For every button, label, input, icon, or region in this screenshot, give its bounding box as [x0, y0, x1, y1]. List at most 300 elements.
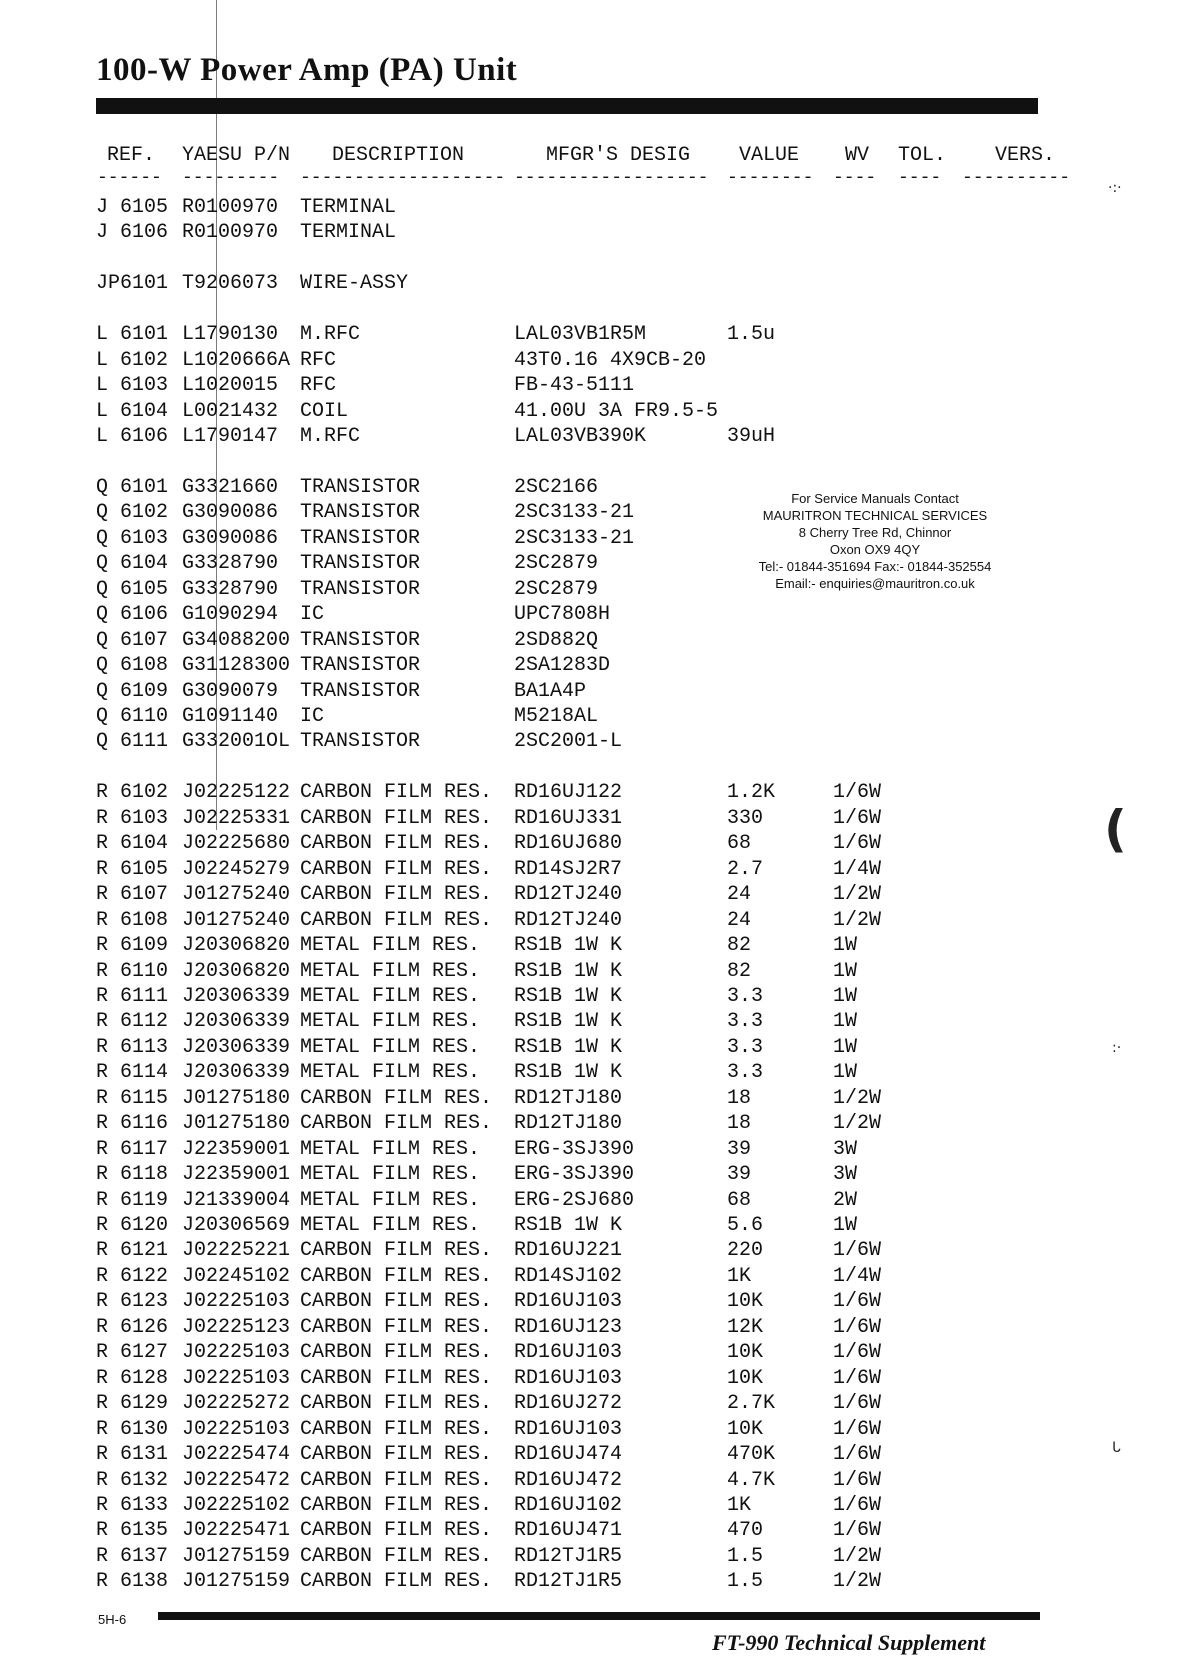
footer-title: FT-990 Technical Supplement	[712, 1630, 986, 1655]
cell-value: 39uH	[727, 425, 776, 449]
cell-wv: 1W	[833, 1035, 858, 1059]
cell-value: 24	[727, 883, 752, 907]
cell-pn: J02225331	[182, 806, 291, 830]
table-row	[0, 1570, 1190, 1596]
dash-tol: ----	[898, 168, 942, 188]
cell-pn: L1790147	[182, 425, 279, 449]
cell-ref: R 6128	[96, 1366, 169, 1390]
table-row	[0, 1163, 1190, 1189]
cell-desc: CARBON FILM RES.	[300, 1366, 493, 1390]
cell-desc: METAL FILM RES.	[300, 1214, 481, 1237]
cell-value: 1.5	[727, 1570, 764, 1594]
table-row	[0, 323, 1190, 349]
cell-pn: J02245102	[182, 1264, 291, 1288]
table-row	[0, 221, 1190, 247]
cell-value: 5.6	[727, 1214, 764, 1237]
cell-pn: J02225474	[182, 1443, 291, 1467]
table-row	[0, 272, 1190, 298]
cell-pn: L1790130	[182, 323, 279, 347]
cell-mfgr: RD16UJ103	[514, 1366, 623, 1390]
cell-ref: R 6102	[96, 781, 169, 805]
cell-value: 2.7	[727, 857, 764, 881]
cell-desc: METAL FILM RES.	[300, 1163, 481, 1187]
cell-desc: CARBON FILM RES.	[300, 1086, 493, 1110]
table-row	[0, 858, 1190, 884]
dash-vers: ----------	[962, 168, 1071, 188]
dash-value: --------	[727, 168, 814, 188]
cell-desc: TRANSISTOR	[300, 628, 421, 652]
cell-mfgr: 41.00U 3A FR9.5-5	[514, 399, 719, 423]
cell-mfgr: UPC7808H	[514, 603, 611, 627]
table-row	[0, 552, 1190, 578]
dash-mfgr: ------------------	[514, 168, 709, 188]
cell-value: 1K	[727, 1493, 752, 1517]
cell-desc: METAL FILM RES.	[300, 934, 481, 958]
cell-value: 82	[727, 959, 752, 983]
cell-pn: J02225221	[182, 1239, 291, 1263]
punch-hole-mark: (	[1104, 800, 1127, 858]
table-row	[0, 1138, 1190, 1164]
cell-pn: J20306339	[182, 1035, 291, 1059]
punch-hole-mark: ·:·	[1108, 180, 1122, 196]
cell-ref: L 6106	[96, 425, 169, 449]
cell-ref: R 6114	[96, 1061, 169, 1085]
cell-ref: R 6113	[96, 1035, 169, 1059]
cell-value: 10K	[727, 1341, 764, 1365]
cell-pn: G34088200	[182, 628, 291, 652]
cell-mfgr: RD16UJ331	[514, 806, 623, 830]
cell-mfgr: RS1B 1W K	[514, 934, 623, 958]
cell-ref: R 6130	[96, 1417, 169, 1441]
cell-mfgr: 2SC2001-L	[514, 730, 623, 754]
table-row	[0, 909, 1190, 935]
cell-pn: J20306820	[182, 959, 291, 983]
cell-desc: WIRE-ASSY	[300, 272, 409, 296]
cell-pn: J02225102	[182, 1493, 291, 1517]
cell-ref: R 6119	[96, 1188, 169, 1212]
cell-desc: METAL FILM RES.	[300, 984, 481, 1008]
cell-mfgr: RD16UJ680	[514, 832, 623, 856]
dash-pn: ---------	[182, 168, 280, 188]
table-row	[0, 1239, 1190, 1265]
table-row	[0, 374, 1190, 400]
cell-desc: TRANSISTOR	[300, 577, 421, 601]
cell-desc: CARBON FILM RES.	[300, 883, 493, 907]
cell-pn: J22359001	[182, 1137, 291, 1161]
table-row	[0, 1443, 1190, 1469]
cell-ref: J 6105	[96, 196, 169, 219]
table-row	[0, 1519, 1190, 1545]
cell-desc: CARBON FILM RES.	[300, 1264, 493, 1288]
cell-pn: J22359001	[182, 1163, 291, 1187]
cell-desc: METAL FILM RES.	[300, 959, 481, 983]
cell-pn: J20306569	[182, 1214, 291, 1237]
table-row	[0, 883, 1190, 909]
cell-pn: J02225103	[182, 1366, 291, 1390]
cell-desc: CARBON FILM RES.	[300, 1417, 493, 1441]
table-row	[0, 1290, 1190, 1316]
table-row	[0, 1087, 1190, 1113]
cell-ref: R 6110	[96, 959, 169, 983]
table-row	[0, 730, 1190, 756]
cell-desc: CARBON FILM RES.	[300, 1239, 493, 1263]
cell-mfgr: RD12TJ1R5	[514, 1544, 623, 1568]
cell-mfgr: RD12TJ1R5	[514, 1570, 623, 1594]
cell-value: 220	[727, 1239, 764, 1263]
cell-value: 18	[727, 1086, 752, 1110]
cell-wv: 1/2W	[833, 1544, 882, 1568]
table-row	[0, 705, 1190, 731]
cell-value: 10K	[727, 1290, 764, 1314]
cell-desc: METAL FILM RES.	[300, 1188, 481, 1212]
table-row	[0, 807, 1190, 833]
cell-ref: Q 6109	[96, 679, 169, 703]
cell-wv: 1/6W	[833, 1341, 882, 1365]
contact-line: 8 Cherry Tree Rd, Chinnor	[798, 525, 952, 540]
header-ref: REF.	[107, 144, 156, 167]
table-row	[0, 1265, 1190, 1291]
cell-mfgr: RD12TJ240	[514, 883, 623, 907]
cell-mfgr: RD16UJ102	[514, 1493, 623, 1517]
table-row	[0, 400, 1190, 426]
cell-ref: R 6108	[96, 908, 169, 932]
cell-pn: G3328790	[182, 577, 279, 601]
cell-wv: 1/4W	[833, 1264, 882, 1288]
cell-pn: J02225103	[182, 1341, 291, 1365]
cell-ref: R 6129	[96, 1392, 169, 1416]
contact-line: MAURITRON TECHNICAL SERVICES	[762, 508, 988, 523]
cell-desc: M.RFC	[300, 425, 361, 449]
cell-mfgr: RS1B 1W K	[514, 1214, 623, 1237]
cell-mfgr: RS1B 1W K	[514, 1061, 623, 1085]
table-row	[0, 654, 1190, 680]
cell-desc: CARBON FILM RES.	[300, 1493, 493, 1517]
cell-mfgr: LAL03VB390K	[514, 425, 647, 449]
cell-ref: R 6105	[96, 857, 169, 881]
cell-wv: 1W	[833, 1214, 858, 1237]
cell-ref: R 6103	[96, 806, 169, 830]
cell-pn: J02245279	[182, 857, 291, 881]
cell-mfgr: 2SC2879	[514, 577, 599, 601]
cell-pn: J20306339	[182, 1061, 291, 1085]
cell-pn: G3090086	[182, 526, 279, 550]
cell-mfgr: 2SC2166	[514, 475, 599, 499]
table-row	[0, 960, 1190, 986]
header-value: VALUE	[739, 144, 800, 167]
cell-mfgr: ERG-3SJ390	[514, 1163, 635, 1187]
punch-hole-mark: :·	[1112, 1040, 1122, 1056]
cell-desc: CARBON FILM RES.	[300, 1290, 493, 1314]
cell-desc: M.RFC	[300, 323, 361, 347]
cell-ref: L 6102	[96, 348, 169, 372]
cell-desc: CARBON FILM RES.	[300, 857, 493, 881]
cell-desc: CARBON FILM RES.	[300, 1443, 493, 1467]
cell-pn: J20306339	[182, 984, 291, 1008]
cell-desc: RFC	[300, 348, 337, 372]
header-pn: YAESU P/N	[182, 144, 291, 167]
cell-mfgr: RD16UJ123	[514, 1315, 623, 1339]
cell-wv: 1W	[833, 984, 858, 1008]
table-row	[0, 1189, 1190, 1215]
cell-pn: R0100970	[182, 221, 279, 245]
cell-desc: CARBON FILM RES.	[300, 832, 493, 856]
cell-desc: CARBON FILM RES.	[300, 1468, 493, 1492]
cell-pn: G1091140	[182, 705, 279, 728]
cell-ref: R 6107	[96, 883, 169, 907]
cell-value: 12K	[727, 1315, 764, 1339]
table-row	[0, 603, 1190, 629]
cell-ref: R 6122	[96, 1264, 169, 1288]
cell-mfgr: RS1B 1W K	[514, 959, 623, 983]
cell-value: 1.5u	[727, 323, 776, 347]
cell-pn: J02225471	[182, 1519, 291, 1543]
cell-wv: 1/6W	[833, 832, 882, 856]
cell-mfgr: 2SC3133-21	[514, 526, 635, 550]
cell-ref: R 6137	[96, 1544, 169, 1568]
cell-mfgr: ERG-3SJ390	[514, 1137, 635, 1161]
cell-ref: Q 6102	[96, 501, 169, 525]
cell-wv: 1/6W	[833, 1239, 882, 1263]
cell-wv: 1/4W	[833, 857, 882, 881]
contact-line: Oxon OX9 4QY	[829, 542, 921, 557]
cell-pn: J02225122	[182, 781, 291, 805]
cell-desc: CARBON FILM RES.	[300, 1112, 493, 1136]
cell-desc: TRANSISTOR	[300, 526, 421, 550]
cell-ref: R 6123	[96, 1290, 169, 1314]
cell-pn: R0100970	[182, 196, 279, 219]
cell-ref: Q 6110	[96, 705, 169, 728]
table-row	[0, 1545, 1190, 1571]
cell-mfgr: RD14SJ2R7	[514, 857, 623, 881]
cell-value: 68	[727, 832, 752, 856]
table-row	[0, 1494, 1190, 1520]
cell-value: 1.5	[727, 1544, 764, 1568]
cell-mfgr: BA1A4P	[514, 679, 587, 703]
cell-wv: 2W	[833, 1188, 858, 1212]
cell-desc: METAL FILM RES.	[300, 1061, 481, 1085]
cell-value: 2.7K	[727, 1392, 776, 1416]
cell-ref: R 6138	[96, 1570, 169, 1594]
cell-mfgr: ERG-2SJ680	[514, 1188, 635, 1212]
cell-mfgr: LAL03VB1R5M	[514, 323, 647, 347]
header-desc: DESCRIPTION	[332, 144, 465, 167]
cell-ref: R 6127	[96, 1341, 169, 1365]
cell-pn: J01275159	[182, 1544, 291, 1568]
cell-ref: R 6112	[96, 1010, 169, 1034]
dash-wv: ----	[833, 168, 877, 188]
cell-value: 82	[727, 934, 752, 958]
table-row	[0, 1214, 1190, 1240]
cell-mfgr: 2SD882Q	[514, 628, 599, 652]
cell-desc: TRANSISTOR	[300, 654, 421, 678]
cell-mfgr: RD12TJ240	[514, 908, 623, 932]
cell-ref: Q 6106	[96, 603, 169, 627]
contact-line: Email:- enquiries@mauritron.co.uk	[775, 576, 975, 591]
cell-ref: R 6133	[96, 1493, 169, 1517]
cell-pn: J02225680	[182, 832, 291, 856]
table-row	[0, 1112, 1190, 1138]
cell-mfgr: RD16UJ474	[514, 1443, 623, 1467]
cell-wv: 1/2W	[833, 1112, 882, 1136]
cell-wv: 1/6W	[833, 1493, 882, 1517]
table-row	[0, 578, 1190, 604]
table-row	[0, 985, 1190, 1011]
contact-line: For Service Manuals Contact	[791, 491, 959, 506]
cell-pn: J02225272	[182, 1392, 291, 1416]
cell-mfgr: RD12TJ180	[514, 1112, 623, 1136]
cell-ref: L 6103	[96, 374, 169, 398]
cell-wv: 1/6W	[833, 806, 882, 830]
contact-line: Tel:- 01844-351694 Fax:- 01844-352554	[758, 559, 992, 574]
table-row	[0, 680, 1190, 706]
cell-ref: R 6117	[96, 1137, 169, 1161]
cell-ref: R 6104	[96, 832, 169, 856]
table-row	[0, 934, 1190, 960]
cell-desc: CARBON FILM RES.	[300, 1544, 493, 1568]
cell-wv: 1/2W	[833, 1086, 882, 1110]
cell-desc: CARBON FILM RES.	[300, 1570, 493, 1594]
table-row	[0, 1061, 1190, 1087]
dash-ref: ------	[97, 168, 162, 188]
table-row	[0, 476, 1190, 502]
cell-wv: 1/2W	[833, 1570, 882, 1594]
cell-ref: R 6120	[96, 1214, 169, 1237]
cell-pn: J01275180	[182, 1086, 291, 1110]
cell-value: 3.3	[727, 1061, 764, 1085]
cell-pn: J02225103	[182, 1417, 291, 1441]
cell-pn: J02225123	[182, 1315, 291, 1339]
table-row	[0, 196, 1190, 222]
table-row	[0, 781, 1190, 807]
cell-desc: IC	[300, 705, 325, 728]
cell-value: 3.3	[727, 1035, 764, 1059]
cell-pn: G3090079	[182, 679, 279, 703]
cell-value: 330	[727, 806, 764, 830]
cell-ref: Q 6107	[96, 628, 169, 652]
cell-mfgr: 2SA1283D	[514, 654, 611, 678]
table-row	[0, 349, 1190, 375]
cell-ref: R 6126	[96, 1315, 169, 1339]
cell-desc: METAL FILM RES.	[300, 1137, 481, 1161]
cell-ref: Q 6105	[96, 577, 169, 601]
cell-pn: J01275180	[182, 1112, 291, 1136]
cell-desc: TRANSISTOR	[300, 730, 421, 754]
table-row	[0, 1341, 1190, 1367]
cell-mfgr: RD16UJ103	[514, 1417, 623, 1441]
cell-value: 39	[727, 1137, 752, 1161]
cell-desc: IC	[300, 603, 325, 627]
cell-ref: R 6115	[96, 1086, 169, 1110]
cell-ref: R 6131	[96, 1443, 169, 1467]
cell-desc: CARBON FILM RES.	[300, 1315, 493, 1339]
cell-ref: J 6106	[96, 221, 169, 245]
cell-value: 10K	[727, 1417, 764, 1441]
cell-mfgr: RD12TJ180	[514, 1086, 623, 1110]
cell-pn: J01275240	[182, 883, 291, 907]
cell-desc: METAL FILM RES.	[300, 1035, 481, 1059]
cell-wv: 1W	[833, 1010, 858, 1034]
cell-pn: J21339004	[182, 1188, 291, 1212]
cell-value: 3.3	[727, 984, 764, 1008]
cell-pn: J20306820	[182, 934, 291, 958]
cell-value: 470K	[727, 1443, 776, 1467]
cell-ref: Q 6111	[96, 730, 169, 754]
cell-value: 470	[727, 1519, 764, 1543]
cell-value: 24	[727, 908, 752, 932]
table-row	[0, 1392, 1190, 1418]
cell-pn: J20306339	[182, 1010, 291, 1034]
cell-desc: TRANSISTOR	[300, 552, 421, 576]
cell-desc: CARBON FILM RES.	[300, 908, 493, 932]
cell-pn: L0021432	[182, 399, 279, 423]
cell-pn: L1020015	[182, 374, 279, 398]
cell-pn: G3090086	[182, 501, 279, 525]
table-row	[0, 1036, 1190, 1062]
cell-pn: G3328790	[182, 552, 279, 576]
cell-ref: Q 6101	[96, 475, 169, 499]
title-rule	[96, 98, 1038, 114]
page-title: 100-W Power Amp (PA) Unit	[96, 52, 518, 88]
cell-desc: CARBON FILM RES.	[300, 1341, 493, 1365]
cell-desc: CARBON FILM RES.	[300, 1392, 493, 1416]
cell-pn: G1090294	[182, 603, 279, 627]
cell-wv: 1/6W	[833, 1443, 882, 1467]
table-row	[0, 1367, 1190, 1393]
cell-pn: J01275159	[182, 1570, 291, 1594]
cell-pn: J02225103	[182, 1290, 291, 1314]
cell-wv: 1/2W	[833, 883, 882, 907]
cell-mfgr: RD16UJ103	[514, 1341, 623, 1365]
cell-mfgr: RS1B 1W K	[514, 1010, 623, 1034]
cell-pn: G31128300	[182, 654, 291, 678]
cell-ref: R 6135	[96, 1519, 169, 1543]
cell-wv: 1/6W	[833, 1519, 882, 1543]
cell-mfgr: RD16UJ122	[514, 781, 623, 805]
cell-desc: RFC	[300, 374, 337, 398]
dash-desc: -------------------	[300, 168, 506, 188]
punch-hole-mark: ᒐ	[1112, 1440, 1121, 1456]
service-contact-box	[740, 490, 1010, 592]
cell-pn: G332001OL	[182, 730, 291, 754]
cell-wv: 1/6W	[833, 1290, 882, 1314]
cell-desc: CARBON FILM RES.	[300, 781, 493, 805]
cell-wv: 1W	[833, 959, 858, 983]
cell-pn: G3321660	[182, 475, 279, 499]
cell-value: 39	[727, 1163, 752, 1187]
cell-ref: JP6101	[96, 272, 169, 296]
cell-mfgr: RD16UJ103	[514, 1290, 623, 1314]
table-row	[0, 1010, 1190, 1036]
table-row	[0, 527, 1190, 553]
cell-ref: Q 6104	[96, 552, 169, 576]
cell-mfgr: RD16UJ221	[514, 1239, 623, 1263]
cell-mfgr: RD16UJ272	[514, 1392, 623, 1416]
cell-value: 3.3	[727, 1010, 764, 1034]
cell-pn: J02225472	[182, 1468, 291, 1492]
cell-desc: COIL	[300, 399, 349, 423]
cell-pn: J01275240	[182, 908, 291, 932]
cell-desc: TRANSISTOR	[300, 679, 421, 703]
table-row	[0, 1418, 1190, 1444]
cell-desc: METAL FILM RES.	[300, 1010, 481, 1034]
cell-wv: 1/2W	[833, 908, 882, 932]
table-row	[0, 501, 1190, 527]
cell-ref: L 6104	[96, 399, 169, 423]
footer-rule	[158, 1612, 1040, 1620]
cell-ref: R 6111	[96, 984, 169, 1008]
cell-ref: R 6109	[96, 934, 169, 958]
cell-mfgr: RS1B 1W K	[514, 1035, 623, 1059]
